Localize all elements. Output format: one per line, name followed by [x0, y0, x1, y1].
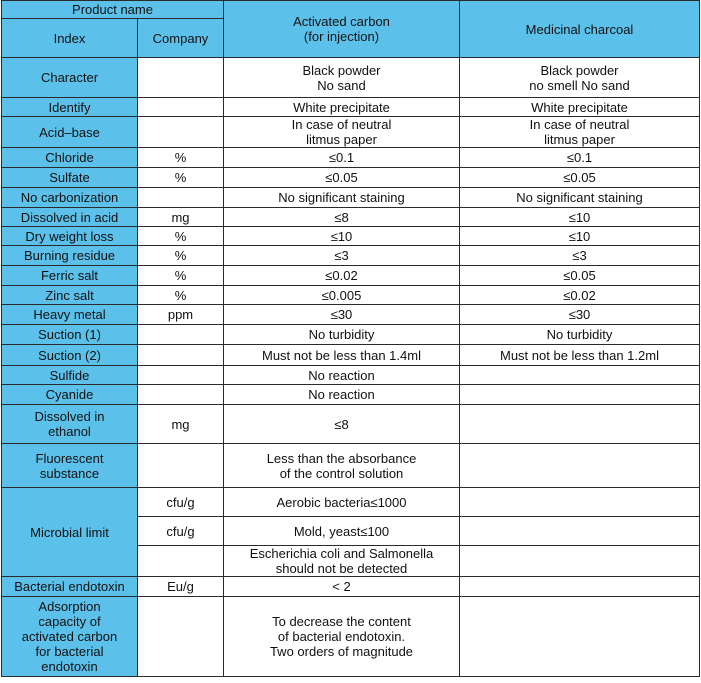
row-activated-cell: ≤30: [224, 305, 460, 325]
microbial-company-cell: cfu/g: [138, 517, 224, 546]
table-row: [2, 444, 700, 488]
bacterial-endotoxin-medicinal-cell: [460, 577, 700, 597]
row-activated-cell: ≤8: [224, 405, 460, 444]
activated-carbon-header: Activated carbon (for injection): [224, 1, 460, 58]
table-row: [2, 148, 700, 168]
row-medicinal-cell: [460, 385, 700, 405]
table-row: [2, 246, 700, 266]
row-medicinal-cell: ≤3: [460, 246, 700, 266]
bacterial-endotoxin-company-cell: Eu/g: [138, 577, 224, 597]
row-company-cell: [138, 345, 224, 366]
table-row: [2, 227, 700, 246]
microbial-activated-cell: Aerobic bacteria≤1000: [224, 488, 460, 517]
adsorption-capacity-activated-cell: To decrease the content of bacterial endotoxin. Two orders of magnitude: [224, 597, 460, 677]
row-company-cell: [138, 325, 224, 345]
row-company-cell: [138, 98, 224, 117]
row-company-cell: %: [138, 227, 224, 246]
row-activated-cell: No significant staining: [224, 188, 460, 208]
row-index-cell: Zinc salt: [2, 286, 138, 305]
microbial-company-cell: cfu/g: [138, 488, 224, 517]
table-row: [2, 488, 700, 517]
row-index-cell: Suction (1): [2, 325, 138, 345]
microbial-medicinal-cell: [460, 517, 700, 546]
row-index-cell: Dissolved in ethanol: [2, 405, 138, 444]
table-row: [2, 98, 700, 117]
table-row: [2, 305, 700, 325]
row-activated-cell: No reaction: [224, 366, 460, 385]
table-row: [2, 385, 700, 405]
company-header: Company: [138, 19, 224, 58]
row-medicinal-cell: No turbidity: [460, 325, 700, 345]
row-activated-cell: Less than the absorbance of the control solution: [224, 444, 460, 488]
row-medicinal-cell: ≤0.02: [460, 286, 700, 305]
microbial-activated-cell: Mold, yeast≤100: [224, 517, 460, 546]
row-activated-cell: No turbidity: [224, 325, 460, 345]
adsorption-capacity-company-cell: [138, 597, 224, 677]
table-row: [2, 286, 700, 305]
table-row: [2, 208, 700, 227]
row-medicinal-cell: [460, 366, 700, 385]
row-medicinal-cell: ≤0.05: [460, 266, 700, 286]
row-activated-cell: No reaction: [224, 385, 460, 405]
row-medicinal-cell: ≤10: [460, 208, 700, 227]
row-index-cell: Sulfate: [2, 168, 138, 188]
table-row: [2, 266, 700, 286]
row-company-cell: [138, 385, 224, 405]
row-index-cell: Character: [2, 58, 138, 98]
product-name-header: Product name: [2, 1, 224, 19]
table-row: [2, 577, 700, 597]
row-index-cell: Dissolved in acid: [2, 208, 138, 227]
row-medicinal-cell: Black powder no smell No sand: [460, 58, 700, 98]
row-company-cell: [138, 366, 224, 385]
row-medicinal-cell: In case of neutral litmus paper: [460, 117, 700, 148]
row-medicinal-cell: [460, 444, 700, 488]
row-activated-cell: ≤0.005: [224, 286, 460, 305]
row-medicinal-cell: ≤0.1: [460, 148, 700, 168]
table-row: [2, 58, 700, 98]
microbial-limit-index-cell: Microbial limit: [2, 488, 138, 577]
index-header: Index: [2, 19, 138, 58]
row-company-cell: %: [138, 168, 224, 188]
microbial-medicinal-cell: [460, 546, 700, 577]
row-index-cell: Chloride: [2, 148, 138, 168]
row-index-cell: No carbonization: [2, 188, 138, 208]
specification-table: [1, 0, 700, 677]
row-company-cell: [138, 188, 224, 208]
row-company-cell: %: [138, 148, 224, 168]
table-row: [2, 168, 700, 188]
row-index-cell: Sulfide: [2, 366, 138, 385]
row-medicinal-cell: ≤10: [460, 227, 700, 246]
row-medicinal-cell: White precipitate: [460, 98, 700, 117]
row-medicinal-cell: No significant staining: [460, 188, 700, 208]
row-activated-cell: ≤8: [224, 208, 460, 227]
row-index-cell: Fluorescent substance: [2, 444, 138, 488]
table-row: [2, 345, 700, 366]
row-activated-cell: White precipitate: [224, 98, 460, 117]
microbial-medicinal-cell: [460, 488, 700, 517]
row-company-cell: %: [138, 286, 224, 305]
table-row: [2, 325, 700, 345]
row-activated-cell: Black powder No sand: [224, 58, 460, 98]
row-medicinal-cell: Must not be less than 1.2ml: [460, 345, 700, 366]
medicinal-charcoal-header: Medicinal charcoal: [460, 1, 700, 58]
row-activated-cell: ≤0.05: [224, 168, 460, 188]
table-row: [2, 597, 700, 677]
row-index-cell: Cyanide: [2, 385, 138, 405]
row-activated-cell: ≤0.02: [224, 266, 460, 286]
row-company-cell: %: [138, 266, 224, 286]
table-row: [2, 188, 700, 208]
bacterial-endotoxin-activated-cell: < 2: [224, 577, 460, 597]
table-row: [2, 366, 700, 385]
microbial-company-cell: [138, 546, 224, 577]
table-row: [2, 405, 700, 444]
row-medicinal-cell: ≤30: [460, 305, 700, 325]
row-index-cell: Heavy metal: [2, 305, 138, 325]
row-index-cell: Identify: [2, 98, 138, 117]
row-medicinal-cell: ≤0.05: [460, 168, 700, 188]
row-index-cell: Ferric salt: [2, 266, 138, 286]
row-company-cell: ppm: [138, 305, 224, 325]
row-company-cell: mg: [138, 405, 224, 444]
bacterial-endotoxin-index-cell: Bacterial endotoxin: [2, 577, 138, 597]
row-company-cell: [138, 58, 224, 98]
table-row: [2, 117, 700, 148]
adsorption-capacity-index-cell: Adsorption capacity of activated carbon for bacterial endotoxin: [2, 597, 138, 677]
row-index-cell: Acid–base: [2, 117, 138, 148]
row-company-cell: %: [138, 246, 224, 266]
row-activated-cell: Must not be less than 1.4ml: [224, 345, 460, 366]
row-activated-cell: In case of neutral litmus paper: [224, 117, 460, 148]
row-activated-cell: ≤10: [224, 227, 460, 246]
row-medicinal-cell: [460, 405, 700, 444]
row-index-cell: Burning residue: [2, 246, 138, 266]
row-activated-cell: ≤0.1: [224, 148, 460, 168]
row-company-cell: mg: [138, 208, 224, 227]
row-company-cell: [138, 117, 224, 148]
microbial-activated-cell: Escherichia coli and Salmonella should not be detected: [224, 546, 460, 577]
adsorption-capacity-medicinal-cell: [460, 597, 700, 677]
row-index-cell: Suction (2): [2, 345, 138, 366]
row-index-cell: Dry weight loss: [2, 227, 138, 246]
row-activated-cell: ≤3: [224, 246, 460, 266]
row-company-cell: [138, 444, 224, 488]
